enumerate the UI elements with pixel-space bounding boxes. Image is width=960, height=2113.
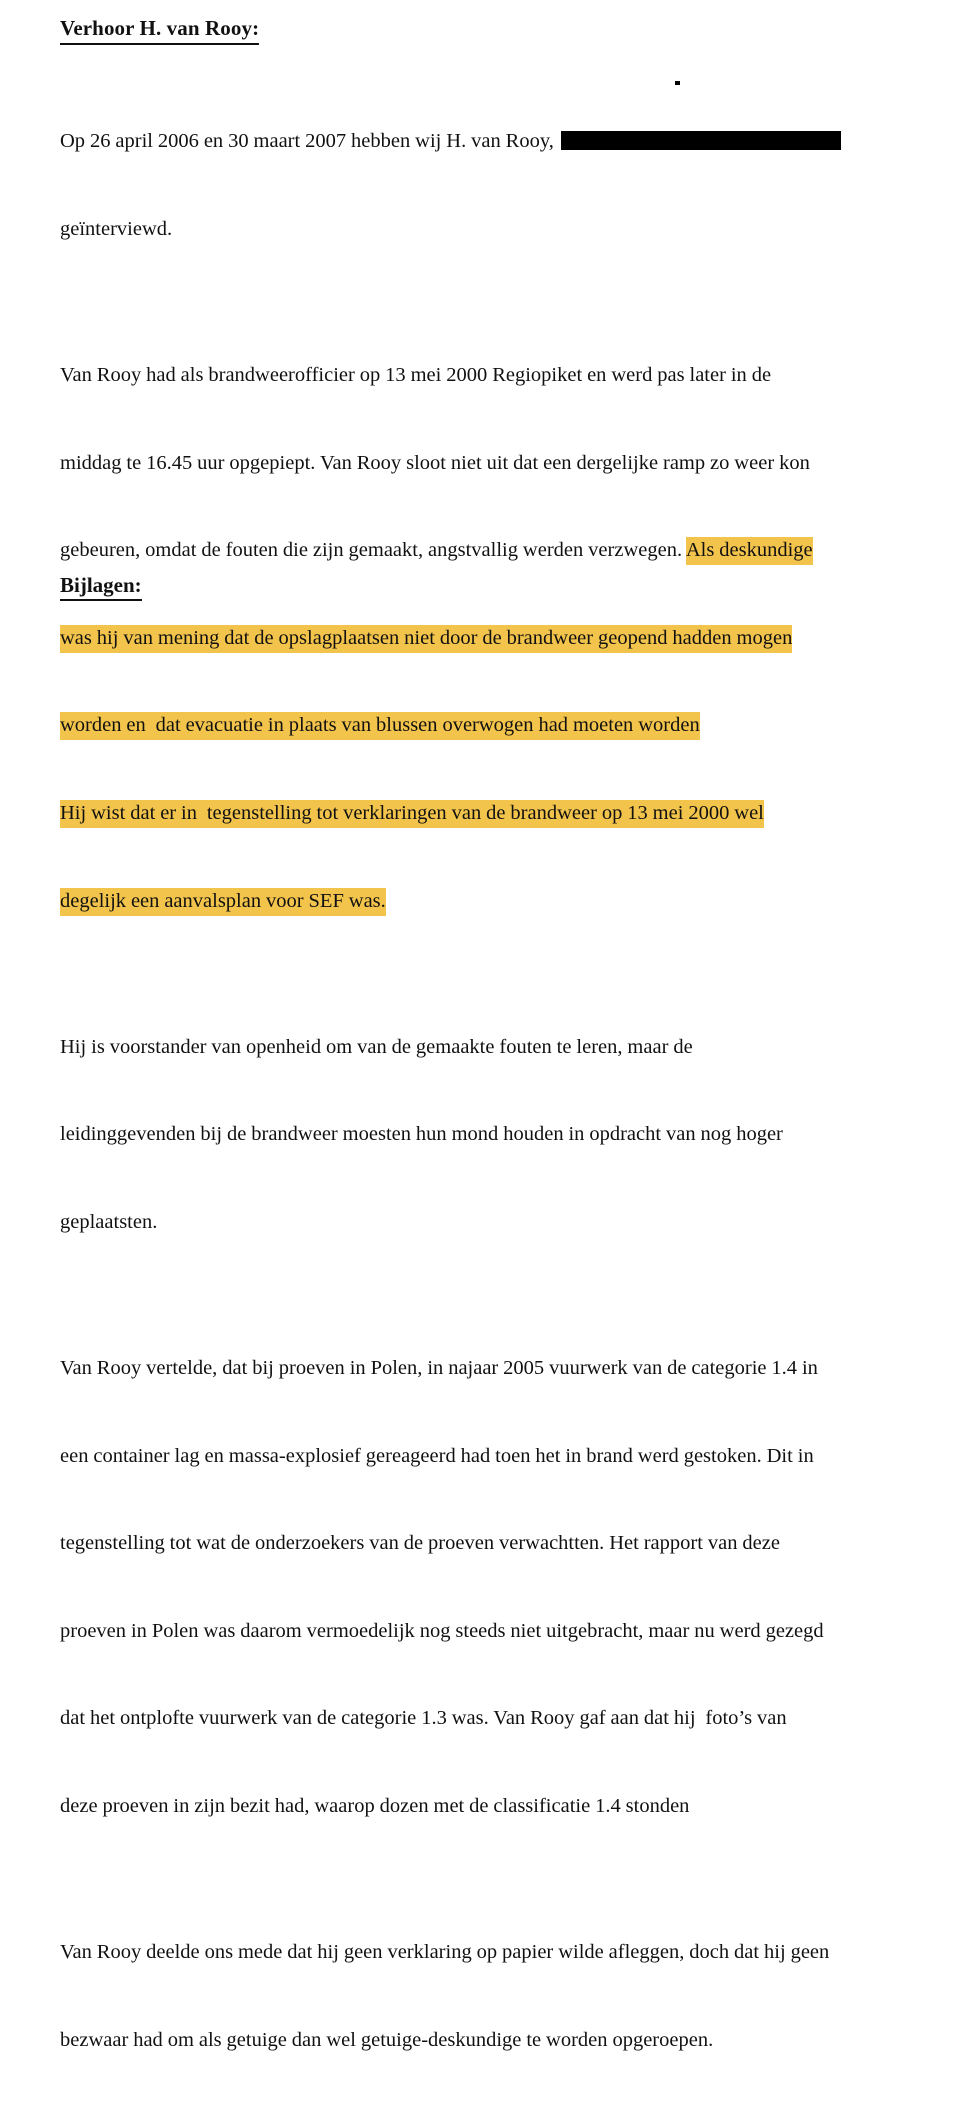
- body-p1-line-5: [60, 711, 900, 740]
- body-p3-line-3: tegenstelling tot wat de onderzoekers van de proeven verwachtten. Het rapport van deze: [60, 1532, 780, 1555]
- body-p4-line-1: Van Rooy deelde ons mede dat hij geen verklaring op papier wilde afleggen, doch dat hij geen: [60, 1941, 830, 1963]
- redaction-bar: [561, 131, 841, 150]
- body-p1-line-3-plain: gebeuren, omdat de fouten die zijn gemaakt, angstvallig werden verzwegen.: [60, 539, 686, 562]
- page-title: [60, 14, 259, 45]
- intro-paragraph: [60, 69, 900, 303]
- body-paragraph-2: [60, 974, 900, 1295]
- highlight-segment: was hij van mening dat de opslagplaatsen niet door de brandweer geopend hadden mogen: [60, 625, 792, 653]
- body-p2-line-2: leidinggevenden bij de brandweer moesten hun mond houden in opdracht van nog hoger: [60, 1123, 783, 1146]
- body-paragraph-1: [60, 303, 900, 975]
- attachments-heading: [60, 572, 142, 601]
- body-p4-line-2: bezwaar had om als getuige dan wel getuige-deskundige te worden opgeroepen.: [60, 2028, 714, 2051]
- page-title-row: [60, 14, 900, 45]
- body-paragraph-4: [60, 1880, 900, 2113]
- highlight-segment: degelijk een aanvalsplan voor SEF was.: [60, 888, 386, 916]
- body-p3-line-6: deze proeven in zijn bezit had, waarop dozen met de classificatie 1.4 stonden: [60, 1794, 690, 1817]
- body-p3-line-5: dat het ontplofte vuurwerk van de categorie 1.3 was. Van Rooy gaf aan dat hij foto’s van: [60, 1707, 787, 1730]
- body-paragraph-3: [60, 1296, 900, 1880]
- body-p1-line-4: [60, 624, 900, 653]
- body-p2-line-1: Hij is voorstander van openheid om van de gemaakte fouten te leren, maar de: [60, 1035, 693, 1058]
- intro-line-2: geïnterviewd.: [60, 218, 173, 241]
- body-p2-line-3: geplaatsten.: [60, 1210, 158, 1233]
- body-p1-line-1: Van Rooy had als brandweerofficier op 13 mei 2000 Regiopiket en werd pas later in de: [60, 364, 772, 387]
- page-title-text: Verhoor H. van Rooy:: [60, 14, 259, 45]
- body-p3-line-2: een container lag en massa-explosief gereageerd had toen het in brand werd gestoken. Dit in: [60, 1444, 814, 1467]
- intro-line-1: [60, 127, 900, 156]
- redaction-descender-mark: [675, 81, 680, 85]
- highlight-segment: worden en dat evacuatie in plaats van blussen overwogen had moeten worden: [60, 712, 700, 740]
- attachments-heading-text: Bijlagen:: [60, 572, 142, 601]
- body-p1-line-6: [60, 799, 900, 828]
- heading-spacer: [60, 47, 900, 69]
- highlight-segment: Hij wist dat er in tegenstelling tot verklaringen van de brandweer op 13 mei 2000 wel: [60, 800, 764, 828]
- body-p1-line-3: [60, 536, 900, 565]
- body-p1-line-2: middag te 16.45 uur opgepiept. Van Rooy sloot niet uit dat een dergelijke ramp zo weer kon: [60, 451, 810, 474]
- body-p3-line-1: Van Rooy vertelde, dat bij proeven in Polen, in najaar 2005 vuurwerk van de categorie 1.4 in: [60, 1356, 818, 1379]
- highlight-segment: Als deskundige: [686, 537, 813, 565]
- body-p1-line-7: [60, 887, 900, 916]
- intro-line-1-text: Op 26 april 2006 en 30 maart 2007 hebben wij H. van Rooy,: [60, 130, 559, 153]
- body-p3-line-4: proeven in Polen was daarom vermoedelijk nog steeds niet uitgebracht, maar nu werd gezegd: [60, 1619, 824, 1642]
